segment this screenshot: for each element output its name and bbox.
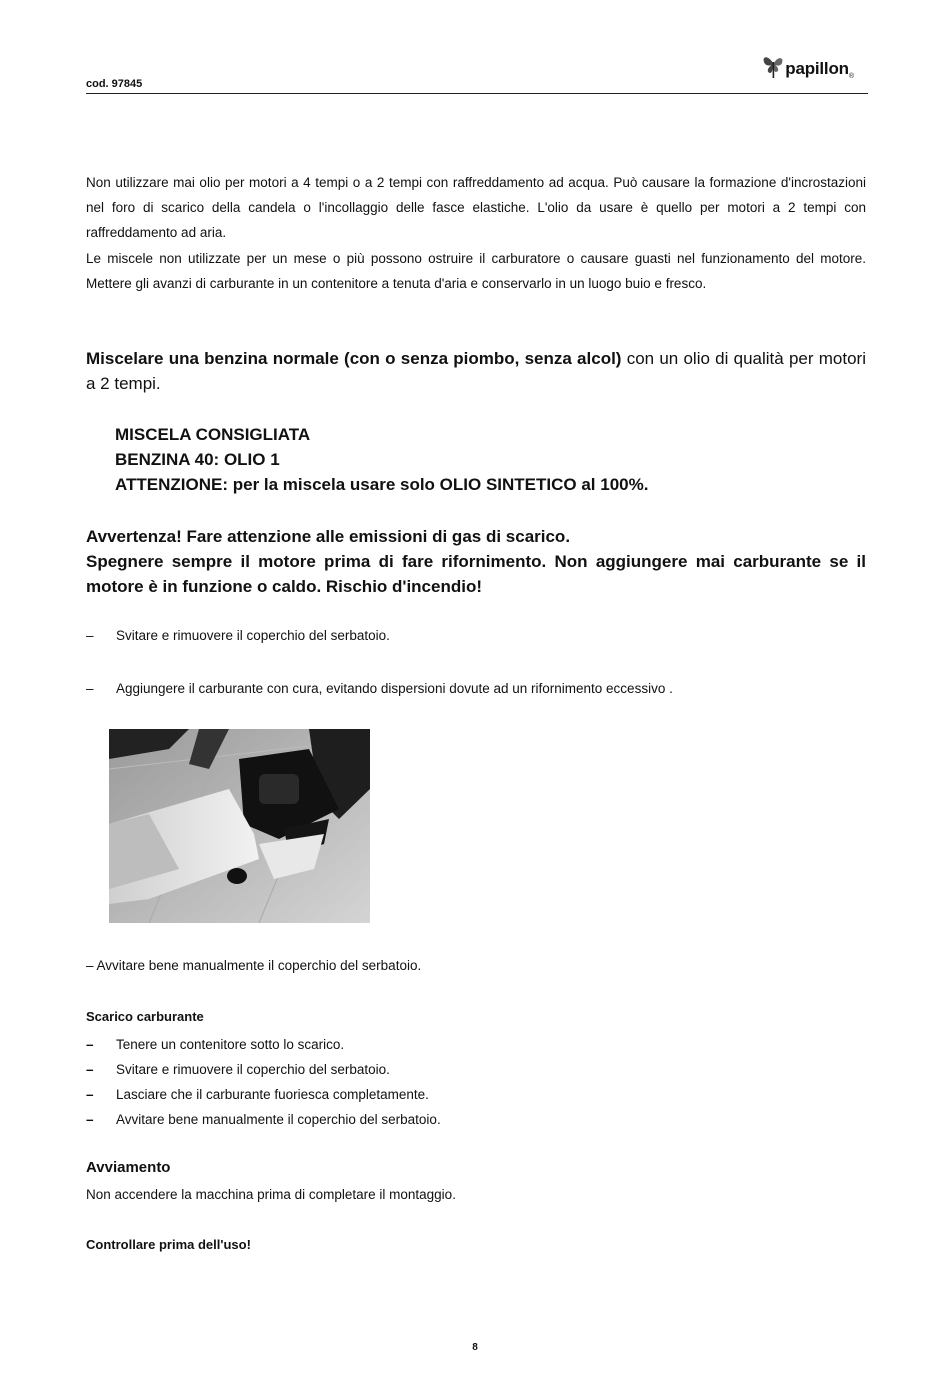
brand-name: papillon	[785, 59, 849, 78]
list-item-text: Svitare e rimuovere il coperchio del serbatoio.	[116, 1062, 390, 1077]
pre-use-check-heading: Controllare prima dell'uso!	[86, 1237, 251, 1252]
step-unscrew-cap	[86, 628, 390, 643]
recommended-mix-block	[115, 422, 648, 497]
recommended-mix-ratio: BENZINA 40: OLIO 1	[115, 450, 280, 469]
dash-marker: –	[86, 1062, 94, 1077]
dash-marker: –	[86, 1087, 94, 1102]
mix-instruction-bold: Miscelare una benzina normale (con o senza piombo, senza alcol)	[86, 349, 622, 368]
list-item-text: Lasciare che il carburante fuoriesca completamente.	[116, 1087, 429, 1102]
recommended-mix-attention: ATTENZIONE: per la miscela usare solo OLIO SINTETICO al 100%.	[115, 475, 649, 494]
list-item	[86, 1057, 441, 1082]
list-item	[86, 1032, 441, 1057]
start-text: Non accendere la macchina prima di completare il montaggio.	[86, 1187, 456, 1202]
step-text: Aggiungere il carburante con cura, evitando dispersioni dovute ad un rifornimento eccessivo .	[116, 681, 673, 696]
dash-marker: –	[86, 628, 94, 643]
start-heading: Avviamento	[86, 1159, 171, 1176]
intro-paragraph-oil: Non utilizzare mai olio per motori a 4 tempi o a 2 tempi con raffreddamento ad acqua. Può causare la formazione d'incrostazioni nel foro di scarico della candela o l'incollaggio delle fasce elastiche. L'olio da usare è quello per motori a 2 tempi con raffreddamento ad aria.	[86, 175, 866, 240]
mix-instruction	[86, 346, 866, 396]
dash-marker: –	[86, 1112, 94, 1127]
intro-paragraph-storage: Le miscele non utilizzate per un mese o più possono ostruire il carburatore o causare guasti nel funzionamento del motore. Mettere gli avanzi di carburante in un contenitore a tenuta d'aria e conservarlo in un luogo buio e fresco.	[86, 251, 866, 291]
list-item	[86, 1107, 441, 1132]
product-code: cod. 97845	[86, 78, 143, 90]
drain-list	[86, 1032, 441, 1132]
drain-heading: Scarico carburante	[86, 1009, 204, 1024]
refueling-photo	[109, 729, 370, 923]
brand-logo	[762, 54, 854, 80]
list-item-text: Tenere un contenitore sotto lo scarico.	[116, 1037, 345, 1052]
page-number: 8	[472, 1342, 478, 1353]
mix-instruction-normal: con un olio di qualità per motori a 2 tempi.	[86, 349, 866, 393]
page-header	[86, 50, 868, 94]
list-item-text: Avvitare bene manualmente il coperchio del serbatoio.	[116, 1112, 441, 1127]
registered-mark: ®	[848, 73, 854, 80]
step-add-fuel	[86, 681, 673, 696]
step-screw-cap	[86, 958, 421, 973]
warning-refuel: Spegnere sempre il motore prima di fare rifornimento. Non aggiungere mai carburante se il motore è in funzione o caldo. Rischio d'incendio!	[86, 552, 866, 596]
list-item	[86, 1082, 441, 1107]
warning-exhaust: Avvertenza! Fare attenzione alle emissioni di gas di scarico.	[86, 527, 571, 546]
step-text: – Avvitare bene manualmente il coperchio del serbatoio.	[86, 958, 422, 973]
dash-marker: –	[86, 1037, 94, 1052]
step-text: Svitare e rimuovere il coperchio del serbatoio.	[116, 628, 390, 643]
recommended-mix-title: MISCELA CONSIGLIATA	[115, 425, 311, 444]
butterfly-icon	[762, 54, 784, 80]
dash-marker: –	[86, 681, 94, 696]
